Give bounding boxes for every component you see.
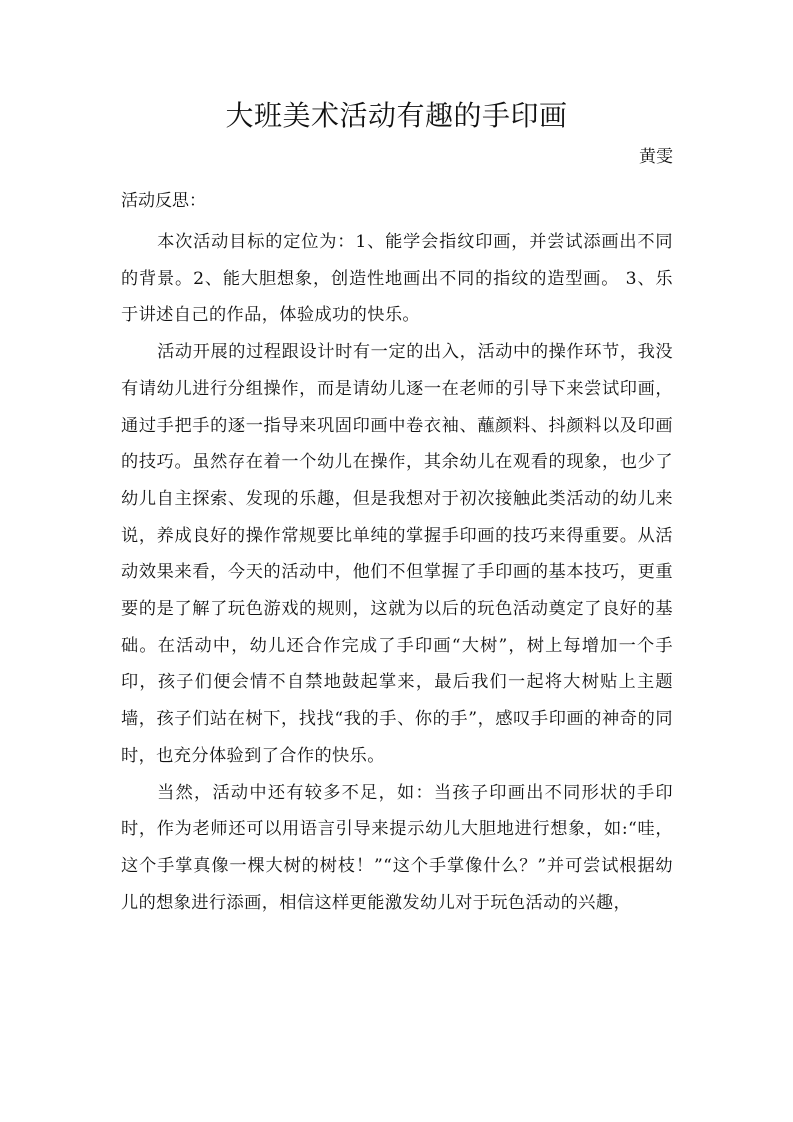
paragraph: 本次活动目标的定位为：1、能学会指纹印画，并尝试添画出不同的背景。2、能大胆想象，创造性地画出不同的指纹的造型画。 3、乐于讲述自己的作品，体验成功的快乐。 bbox=[121, 232, 673, 326]
document-title: 大班美术活动有趣的手印画 bbox=[225, 99, 568, 132]
section-label: 活动反思： bbox=[121, 191, 206, 211]
paragraph: 活动开展的过程跟设计时有一定的出入，活动中的操作环节，我没有请幼儿进行分组操作，而是请幼儿逐一在老师的引导下来尝试印画，通过手把手的逐一指导来巩固印画中卷衣袖、蘸颜料、抖颜料以及印画的技巧。虽然存在着一个幼儿在操作，其余幼儿在观看的现象，也少了幼儿自主探索、发现的乐趣，但是我想对于初次接触此类活动的幼儿来说，养成良好的操作常规要比单纯的掌握手印画的技巧来得重要。从活动效果来看，今天的活动中，他们不但掌握了手印画的基本技巧，更重要的是了解了玩色游戏的规则，这就为以后的玩色活动奠定了良好的基础。在活动中，幼儿还合作完成了手印画“大树”，树上每增加一个手印，孩子们便会情不自禁地鼓起掌来，最后我们一起将大树贴上主题墙，孩子们站在树下，找找“我的手、你的手”，感叹手印画的神奇的同时，也充分体验到了合作的快乐。 bbox=[121, 342, 673, 766]
body-text bbox=[121, 224, 673, 921]
author-name: 黄雯 bbox=[639, 147, 673, 167]
paragraph: 当然，活动中还有较多不足，如：当孩子印画出不同形状的手印时，作为老师还可以用语言引导来提示幼儿大胆地进行想象，如:“哇，这个手掌真像一棵大树的树枝！”“这个手掌像什么？”并可尝试根据幼儿的想象进行添画，相信这样更能激发幼儿对于玩色活动的兴趣， bbox=[121, 782, 673, 913]
